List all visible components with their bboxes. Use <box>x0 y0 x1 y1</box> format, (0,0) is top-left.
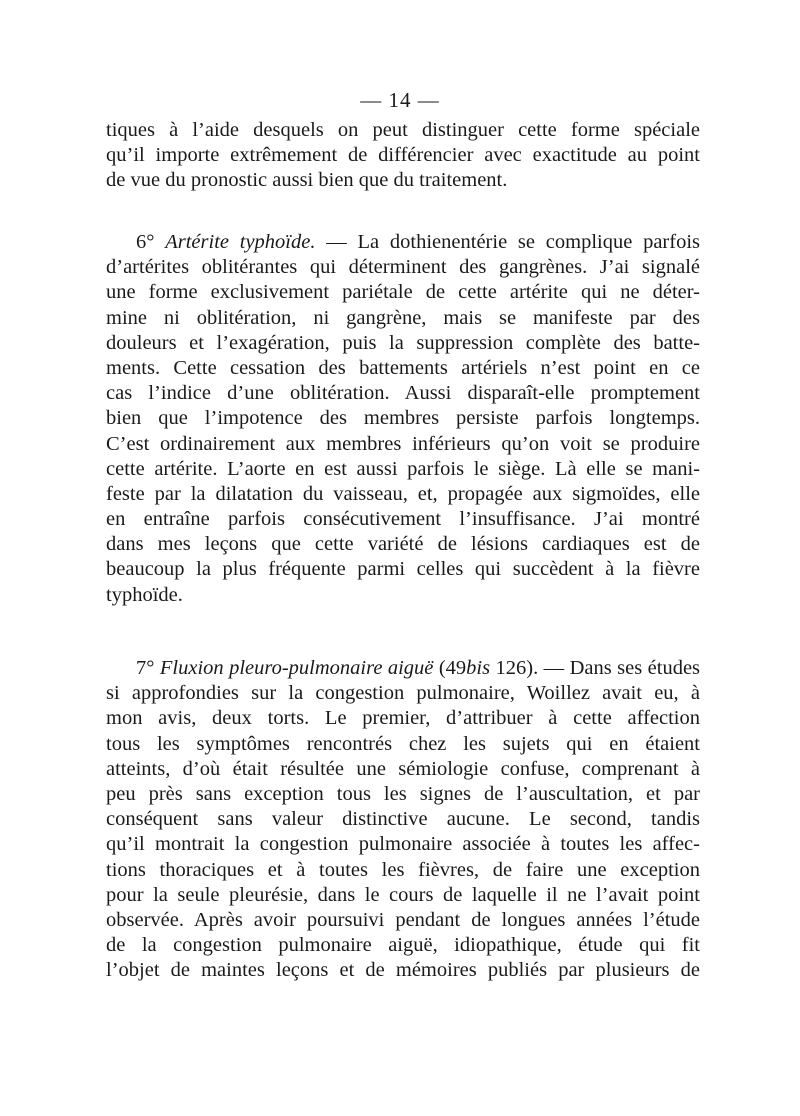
section-heading-line <box>106 656 700 681</box>
text-line: atteints, d’où était résultée une sémiologie confuse, comprenant à <box>106 757 700 780</box>
paragraph-fluxion-pleuro-pulmonaire <box>106 656 700 983</box>
reference-close: 126). <box>490 657 539 679</box>
section-number: 6° <box>136 231 155 253</box>
text-line: tiques à l’aide desquels on peut distinguer cette forme spéciale <box>106 119 700 141</box>
text-line: de la congestion pulmonaire aiguë, idiopathique, étude qui fit <box>106 934 700 957</box>
section-heading: Fluxion pleuro-pulmonaire aiguë <box>159 657 434 679</box>
section-heading-line <box>106 230 700 255</box>
text-line: cas l’indice d’une oblitération. Aussi disparaît-elle promptement <box>106 382 700 405</box>
text-line: feste par la dilatation du vaisseau, et, propagée aux sigmoïdes, elle <box>106 482 700 505</box>
section-heading: Artérite typhoïde. <box>165 231 316 253</box>
text-line: peu près sans exception tous les signes de l’auscultation, et par <box>106 782 700 805</box>
text-line: mine ni oblitération, ni gangrène, mais se manifeste par des <box>106 306 700 329</box>
text-fragment: — La dothienentérie se complique parfois <box>315 231 701 253</box>
text-line: de vue du pronostic aussi bien que du traitement. <box>106 169 508 192</box>
text-line: bien que l’impotence des membres persiste parfois longtemps. <box>106 407 700 430</box>
section-number: 7° <box>136 657 155 679</box>
text-line: douleurs et l’exagération, puis la suppression complète des batte- <box>106 331 700 354</box>
paragraph-arterite-typhoide <box>106 230 700 608</box>
text-line: une forme exclusivement pariétale de cette artérite qui ne déter- <box>106 281 700 304</box>
text-line: si approfondies sur la congestion pulmonaire, Woillez avait eu, à <box>106 682 700 705</box>
text-line: qu’il montrait la congestion pulmonaire associée à toutes les affec- <box>106 833 700 856</box>
reference-open: (49 <box>433 657 467 679</box>
text-line: typhoïde. <box>106 583 183 606</box>
text-line: d’artérites oblitérantes qui déterminent des gangrènes. J’ai signalé <box>106 256 700 279</box>
reference-bis: bis <box>466 657 491 679</box>
text-line: observée. Après avoir poursuivi pendant de longues années l’étude <box>106 908 700 931</box>
text-line: qu’il importe extrêmement de différencier avec exactitude au point <box>106 144 700 167</box>
text-line: l’objet de maintes leçons et de mémoires publiés par plusieurs de <box>106 959 700 982</box>
text-line: pour la seule pleurésie, dans le cours de laquelle il ne l’avait point <box>106 883 700 906</box>
text-line: en entraîne parfois consécutivement l’insuffisance. J’ai montré <box>106 508 700 531</box>
text-line: mon avis, deux torts. Le premier, d’attribuer à cette affection <box>106 707 700 730</box>
text-fragment: — Dans ses études <box>538 657 701 679</box>
page-number: — 14 — <box>360 88 440 112</box>
text-line: C’est ordinairement aux membres inférieurs qu’on voit se produire <box>106 432 700 455</box>
text-line: tous les symptômes rencontrés chez les sujets qui en étaient <box>106 732 700 755</box>
text-line: conséquent sans valeur distinctive aucune. Le second, tandis <box>106 808 700 831</box>
text-line: tions thoraciques et à toutes les fièvres, de faire une exception <box>106 858 700 881</box>
paragraph-continuation <box>106 118 700 194</box>
text-line: ments. Cette cessation des battements artériels n’est point en ce <box>106 356 700 379</box>
text-line: dans mes leçons que cette variété de lésions cardiaques est de <box>106 533 700 556</box>
text-line: cette artérite. L’aorte en est aussi parfois le siège. Là elle se mani- <box>106 457 700 480</box>
text-line: beaucoup la plus fréquente parmi celles qui succèdent à la fièvre <box>106 558 700 581</box>
